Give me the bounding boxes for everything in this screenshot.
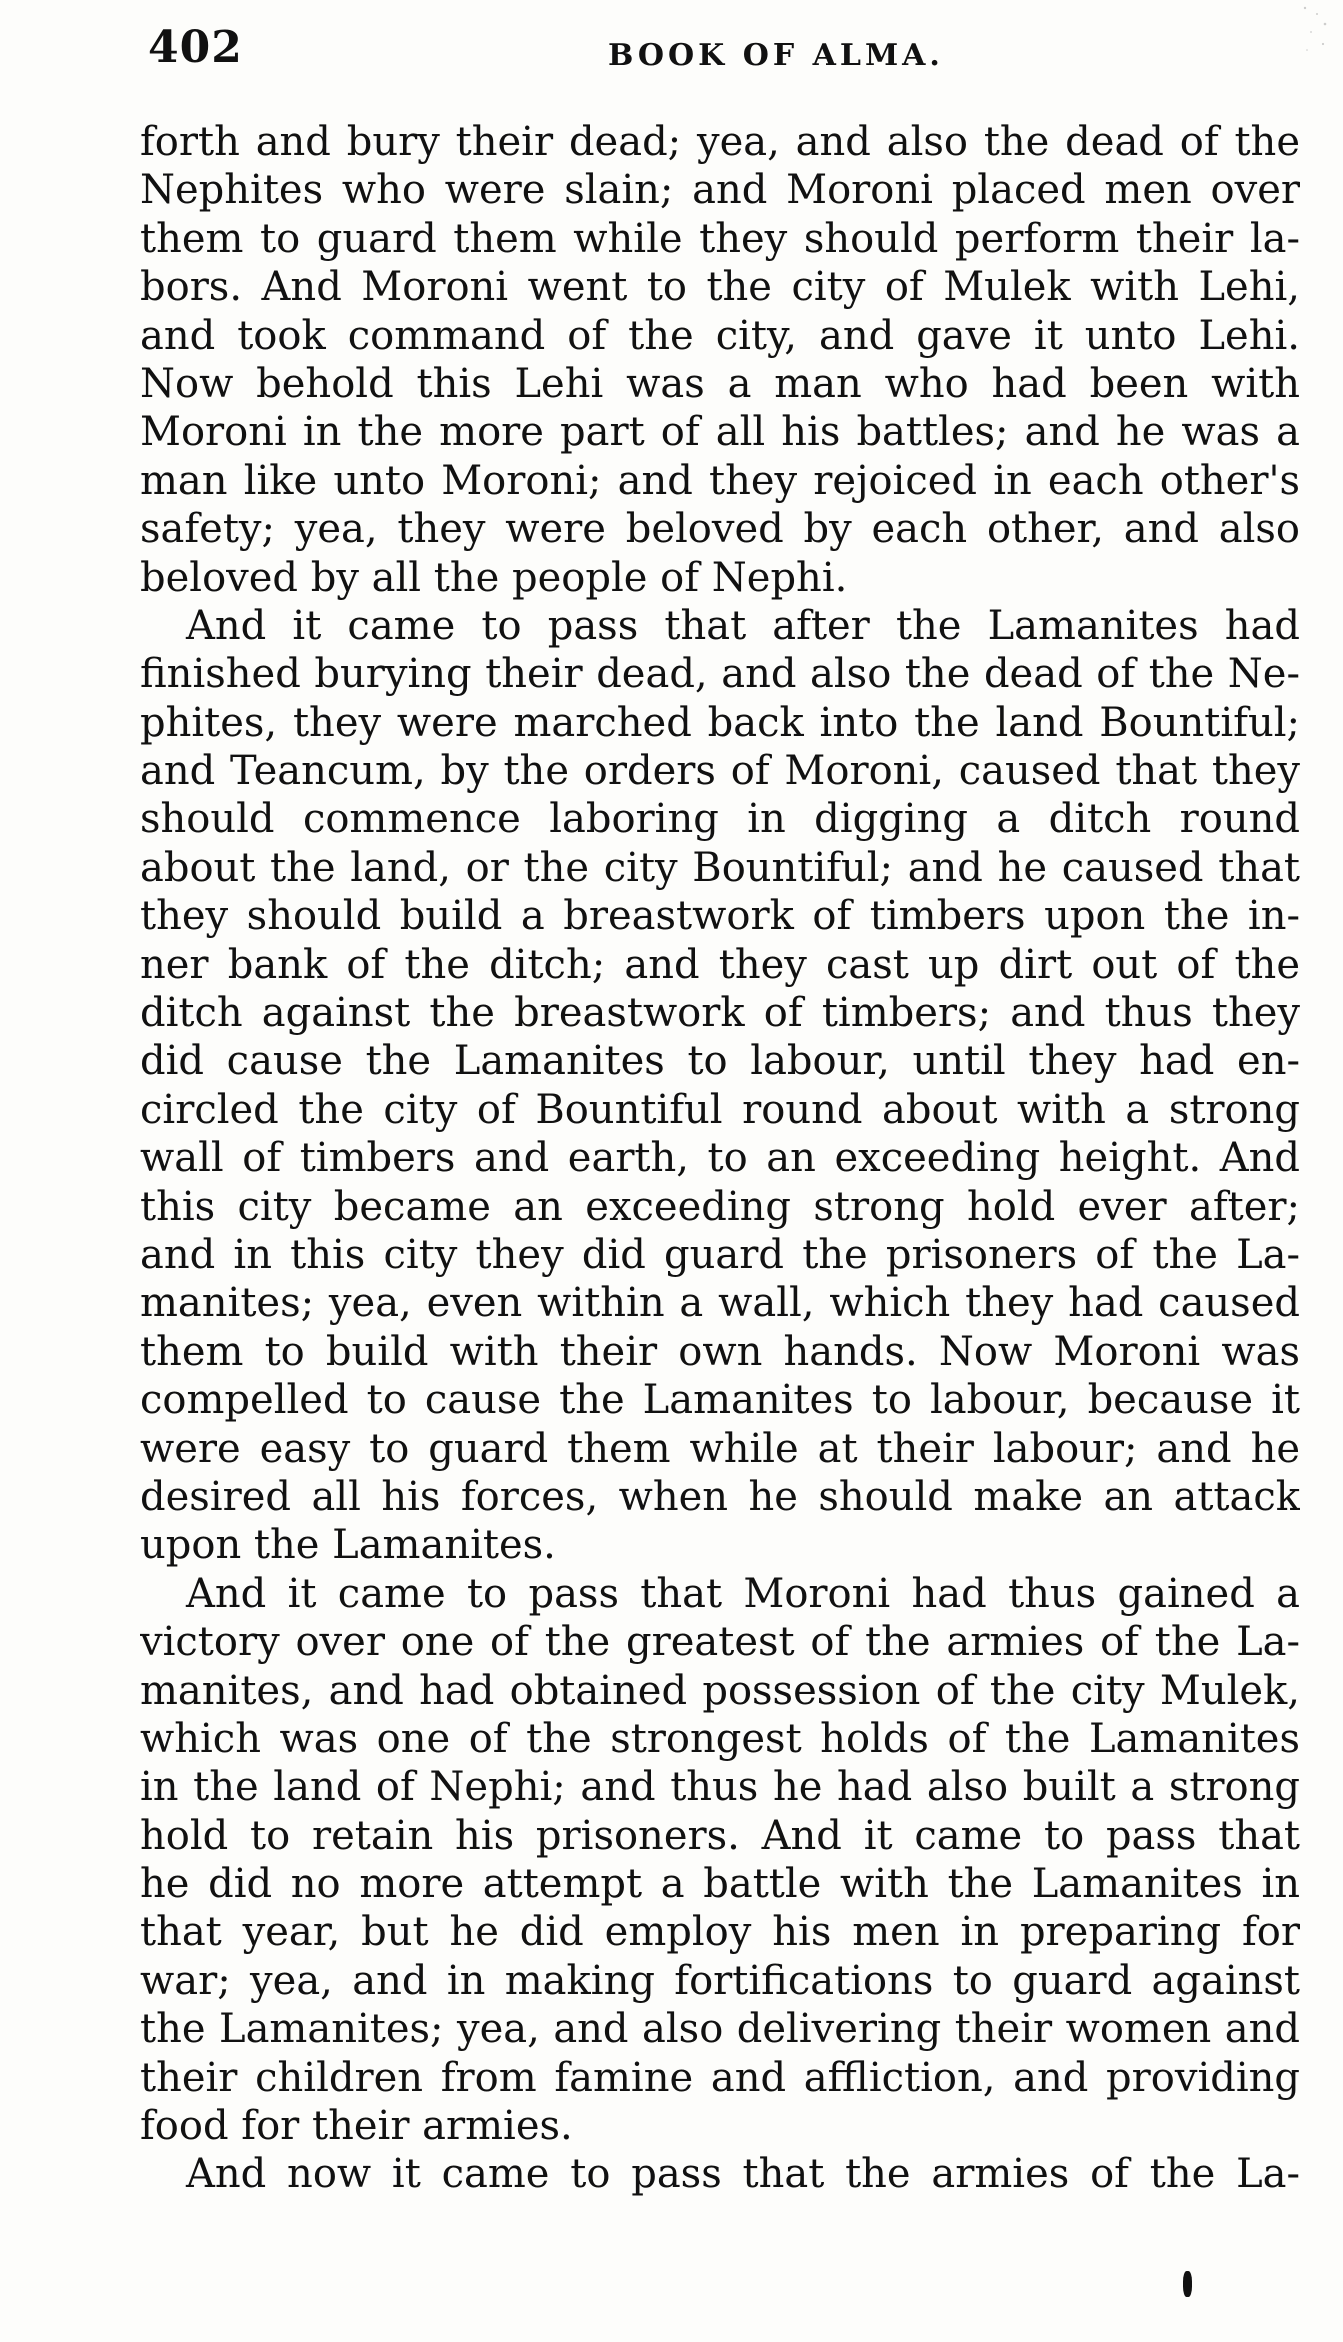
text-line: hold to retain his prisoners. And it came to pass that (140, 1812, 1300, 1859)
text-line: did cause the Lamanites to labour, until they had en- (140, 1038, 1300, 1085)
book-title: BOOK OF ALMA. (608, 38, 944, 73)
text-line: circled the city of Bountiful round about with a strong (140, 1086, 1300, 1133)
text-line: manites, and had obtained possession of the city Mulek, (140, 1667, 1300, 1714)
text-line: safety; yea, they were beloved by each other, and also (140, 506, 1300, 553)
text-line: man like unto Moroni; and they rejoiced in each other's (140, 457, 1300, 504)
text-line: wall of timbers and earth, to an exceeding height. And (140, 1135, 1300, 1182)
text-line: bors. And Moroni went to the city of Mulek with Lehi, (140, 264, 1300, 311)
page-number: 402 (148, 22, 243, 73)
text-line: And now it came to pass that the armies of the La- (186, 2151, 1300, 2198)
text-line: he did no more attempt a battle with the Lamanites in (140, 1861, 1300, 1908)
text-line: their children from famine and affliction, and providing (140, 2054, 1300, 2101)
text-line: forth and bury their dead; yea, and also the dead of the (140, 119, 1300, 165)
paragraph-3 (140, 1570, 1300, 2151)
text-line: them to build with their own hands. Now Moroni was (140, 1328, 1300, 1375)
text-line: them to guard them while they should perform their la- (140, 215, 1300, 262)
text-line: in the land of Nephi; and thus he had also built a strong (140, 1764, 1300, 1811)
text-line: ner bank of the ditch; and they cast up dirt out of the (140, 941, 1300, 988)
text-line: and took command of the city, and gave it unto Lehi. (140, 312, 1300, 359)
text-line: they should build a breastwork of timbers upon the in- (140, 893, 1300, 940)
text-line: which was one of the strongest holds of the Lamanites (140, 1715, 1300, 1762)
text-line: victory over one of the greatest of the armies of the La- (140, 1619, 1300, 1666)
paragraph-4 (140, 2150, 1300, 2198)
paragraph-2 (140, 602, 1300, 1570)
text-line: compelled to cause the Lamanites to labour, because it (140, 1377, 1300, 1424)
text-line: were easy to guard them while at their labour; and he (140, 1425, 1300, 1472)
text-line: desired all his forces, when he should make an attack (140, 1473, 1300, 1520)
text-line: ditch against the breastwork of timbers; and thus they (140, 990, 1300, 1037)
text-line: and Teancum, by the orders of Moroni, caused that they (140, 748, 1300, 795)
paragraph-1 (140, 118, 1300, 602)
text-line: finished burying their dead, and also the dead of the Ne- (140, 651, 1300, 698)
text-line: that year, but he did employ his men in preparing for (140, 1909, 1300, 1956)
text-line: Nephites who were slain; and Moroni placed men over (140, 167, 1300, 214)
text-line: manites; yea, even within a wall, which they had caused (140, 1280, 1300, 1327)
text-body (140, 118, 1300, 2198)
text-line: this city became an exceeding strong hold ever after; (140, 1183, 1300, 1230)
text-line: food for their armies. (140, 2103, 573, 2150)
text-line: about the land, or the city Bountiful; and he caused that (140, 844, 1300, 891)
running-header (148, 22, 1298, 92)
text-line: Moroni in the more part of all his battles; and he was a (140, 409, 1300, 456)
text-line: beloved by all the people of Nephi. (140, 554, 848, 601)
text-line: and in this city they did guard the prisoners of the La- (140, 1231, 1300, 1278)
paper-speckle (1295, 0, 1335, 60)
text-line: phites, they were marched back into the land Bountiful; (140, 699, 1300, 746)
text-line: the Lamanites; yea, and also delivering their women and (140, 2006, 1300, 2053)
text-line: should commence laboring in digging a ditch round (140, 796, 1300, 843)
text-line: Now behold this Lehi was a man who had been with (140, 360, 1300, 407)
text-line: upon the Lamanites. (140, 1522, 556, 1569)
text-line: war; yea, and in making fortifications to guard against (140, 1957, 1300, 2004)
text-line: And it came to pass that after the Lamanites had (186, 602, 1300, 649)
ink-mark (1183, 2271, 1192, 2297)
text-line: And it came to pass that Moroni had thus gained a (186, 1570, 1300, 1617)
